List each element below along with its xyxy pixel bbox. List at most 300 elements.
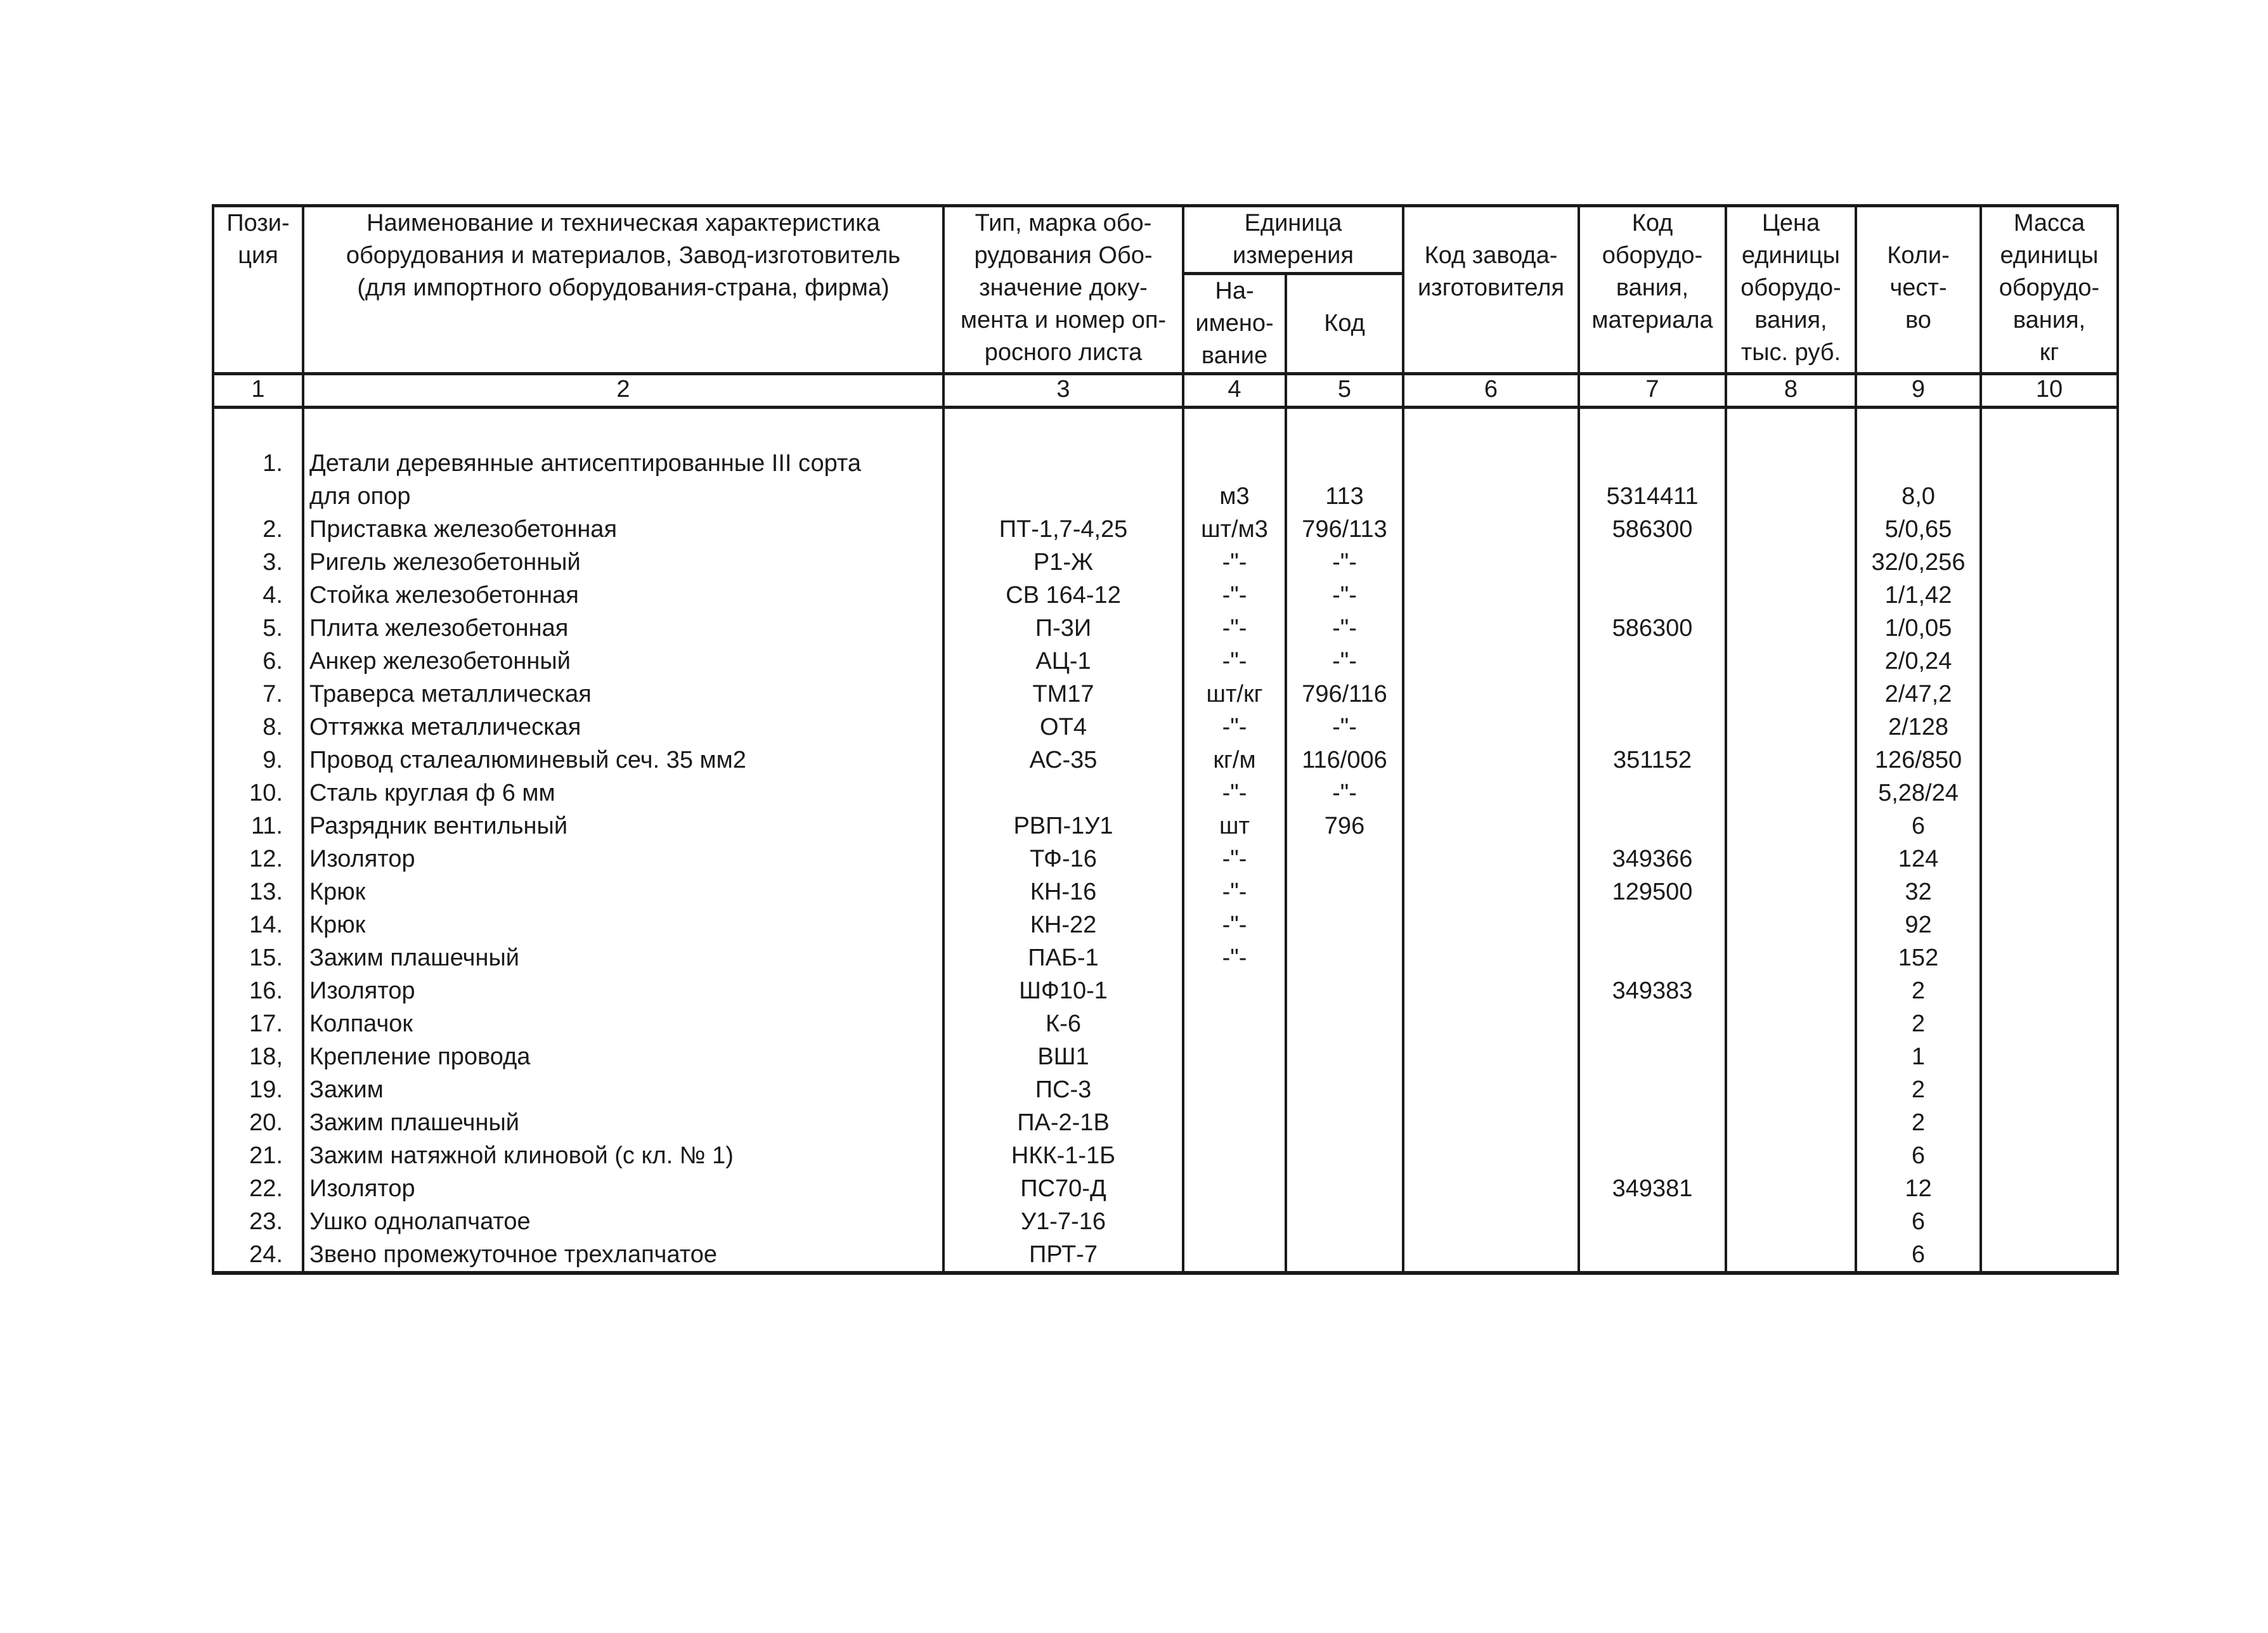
cell-unit-mass bbox=[1981, 777, 2118, 810]
cell-name: Звено промежуточное трехлапчатое bbox=[303, 1238, 943, 1273]
cell-unit-price bbox=[1726, 941, 1856, 974]
cell-plant-code bbox=[1403, 480, 1579, 513]
table-row bbox=[213, 875, 2118, 908]
cell-type: ОТ4 bbox=[943, 711, 1183, 744]
cell-quantity: 5,28/24 bbox=[1856, 777, 1981, 810]
cell-unit-name bbox=[1183, 447, 1286, 480]
cell-material-code bbox=[1579, 447, 1726, 480]
cell-type: ВШ1 bbox=[943, 1040, 1183, 1073]
cell-quantity: 2 bbox=[1856, 1073, 1981, 1106]
column-number: 8 bbox=[1726, 374, 1856, 408]
cell-quantity: 6 bbox=[1856, 1205, 1981, 1238]
cell-plant-code bbox=[1403, 875, 1579, 908]
header-position: Пози- ция bbox=[213, 206, 303, 374]
cell-unit-mass bbox=[1981, 875, 2118, 908]
cell-quantity: 8,0 bbox=[1856, 480, 1981, 513]
cell-name: Изолятор bbox=[303, 974, 943, 1007]
cell-plant-code bbox=[1403, 1106, 1579, 1139]
cell-unit-code: 116/006 bbox=[1286, 744, 1403, 777]
cell-name: Крюк bbox=[303, 908, 943, 941]
cell-name: Плита железобетонная bbox=[303, 612, 943, 645]
cell-type: РВП-1У1 bbox=[943, 810, 1183, 842]
cell-position: 15. bbox=[213, 941, 303, 974]
cell-name: Изолятор bbox=[303, 842, 943, 875]
cell-unit-price bbox=[1726, 546, 1856, 579]
column-number: 5 bbox=[1286, 374, 1403, 408]
cell-unit-code bbox=[1286, 447, 1403, 480]
cell-type: ТФ-16 bbox=[943, 842, 1183, 875]
cell-quantity: 5/0,65 bbox=[1856, 513, 1981, 546]
cell-unit-name: шт/м3 bbox=[1183, 513, 1286, 546]
cell-unit-mass bbox=[1981, 579, 2118, 612]
cell-type: ПТ-1,7-4,25 bbox=[943, 513, 1183, 546]
cell-quantity: 2/0,24 bbox=[1856, 645, 1981, 678]
header-type: Тип, марка обо- рудования Обо- значение доку- мента и номер оп- росного листа bbox=[943, 206, 1183, 374]
cell-plant-code bbox=[1403, 711, 1579, 744]
cell-position: 11. bbox=[213, 810, 303, 842]
cell-unit-price bbox=[1726, 1106, 1856, 1139]
cell-type: ПАБ-1 bbox=[943, 941, 1183, 974]
cell-unit-price bbox=[1726, 1139, 1856, 1172]
spacer-row bbox=[213, 408, 2118, 448]
table-row bbox=[213, 908, 2118, 941]
cell-unit-code: -"- bbox=[1286, 645, 1403, 678]
cell-material-code: 129500 bbox=[1579, 875, 1726, 908]
cell-unit-price bbox=[1726, 612, 1856, 645]
cell-material-code bbox=[1579, 546, 1726, 579]
cell-quantity: 6 bbox=[1856, 1139, 1981, 1172]
column-number: 9 bbox=[1856, 374, 1981, 408]
cell-position: 14. bbox=[213, 908, 303, 941]
cell-unit-mass bbox=[1981, 842, 2118, 875]
cell-name: Зажим bbox=[303, 1073, 943, 1106]
cell-position: 6. bbox=[213, 645, 303, 678]
cell-unit-price bbox=[1726, 777, 1856, 810]
cell-unit-code: -"- bbox=[1286, 546, 1403, 579]
cell-unit-name: -"- bbox=[1183, 842, 1286, 875]
cell-plant-code bbox=[1403, 546, 1579, 579]
header-material-code: Код оборудо- вания, материала bbox=[1579, 206, 1726, 374]
cell-unit-name bbox=[1183, 1238, 1286, 1273]
table-row bbox=[213, 1106, 2118, 1139]
table-row bbox=[213, 579, 2118, 612]
cell-unit-code: -"- bbox=[1286, 579, 1403, 612]
cell-quantity: 1 bbox=[1856, 1040, 1981, 1073]
cell-type: К-6 bbox=[943, 1007, 1183, 1040]
cell-material-code bbox=[1579, 1106, 1726, 1139]
cell-unit-code bbox=[1286, 1172, 1403, 1205]
cell-unit-code bbox=[1286, 1139, 1403, 1172]
cell-position: 22. bbox=[213, 1172, 303, 1205]
column-number-row bbox=[213, 374, 2118, 408]
cell-unit-price bbox=[1726, 1205, 1856, 1238]
cell-unit-mass bbox=[1981, 1106, 2118, 1139]
cell-quantity: 92 bbox=[1856, 908, 1981, 941]
cell-name: Приставка железобетонная bbox=[303, 513, 943, 546]
cell-position: 24. bbox=[213, 1238, 303, 1273]
cell-type: ПС-3 bbox=[943, 1073, 1183, 1106]
cell-material-code bbox=[1579, 777, 1726, 810]
cell-unit-name: м3 bbox=[1183, 480, 1286, 513]
cell-type: ПА-2-1В bbox=[943, 1106, 1183, 1139]
cell-material-code bbox=[1579, 1040, 1726, 1073]
cell-unit-code: -"- bbox=[1286, 777, 1403, 810]
cell-unit-price bbox=[1726, 579, 1856, 612]
cell-unit-price bbox=[1726, 1007, 1856, 1040]
cell-plant-code bbox=[1403, 645, 1579, 678]
cell-type bbox=[943, 447, 1183, 480]
cell-unit-price bbox=[1726, 908, 1856, 941]
column-number: 1 bbox=[213, 374, 303, 408]
cell-plant-code bbox=[1403, 1040, 1579, 1073]
column-number: 7 bbox=[1579, 374, 1726, 408]
cell-unit-code bbox=[1286, 1106, 1403, 1139]
cell-unit-mass bbox=[1981, 546, 2118, 579]
cell-position: 9. bbox=[213, 744, 303, 777]
cell-unit-code bbox=[1286, 842, 1403, 875]
cell-unit-code bbox=[1286, 1007, 1403, 1040]
cell-unit-name: шт bbox=[1183, 810, 1286, 842]
table-row bbox=[213, 447, 2118, 480]
cell-unit-price bbox=[1726, 1172, 1856, 1205]
cell-quantity: 6 bbox=[1856, 810, 1981, 842]
table-header bbox=[213, 206, 2118, 374]
cell-quantity: 6 bbox=[1856, 1238, 1981, 1273]
cell-position: 18, bbox=[213, 1040, 303, 1073]
cell-quantity: 2 bbox=[1856, 974, 1981, 1007]
cell-type: П-3И bbox=[943, 612, 1183, 645]
cell-name: Детали деревянные антисептированные III сорта bbox=[303, 447, 943, 480]
cell-unit-mass bbox=[1981, 612, 2118, 645]
cell-material-code bbox=[1579, 1205, 1726, 1238]
cell-name: Изолятор bbox=[303, 1172, 943, 1205]
cell-unit-code bbox=[1286, 1040, 1403, 1073]
table-row bbox=[213, 546, 2118, 579]
cell-position: 8. bbox=[213, 711, 303, 744]
equipment-specification-table bbox=[212, 204, 2119, 1275]
table-row bbox=[213, 1139, 2118, 1172]
cell-unit-name: -"- bbox=[1183, 579, 1286, 612]
cell-unit-name bbox=[1183, 1205, 1286, 1238]
cell-material-code bbox=[1579, 678, 1726, 711]
cell-plant-code bbox=[1403, 1139, 1579, 1172]
table-row bbox=[213, 480, 2118, 513]
cell-name: Стойка железобетонная bbox=[303, 579, 943, 612]
cell-material-code bbox=[1579, 908, 1726, 941]
cell-unit-code: 796/113 bbox=[1286, 513, 1403, 546]
cell-material-code bbox=[1579, 711, 1726, 744]
cell-unit-price bbox=[1726, 1073, 1856, 1106]
cell-unit-name bbox=[1183, 1139, 1286, 1172]
cell-material-code: 351152 bbox=[1579, 744, 1726, 777]
cell-plant-code bbox=[1403, 941, 1579, 974]
cell-unit-mass bbox=[1981, 1172, 2118, 1205]
cell-unit-price bbox=[1726, 447, 1856, 480]
cell-type: Р1-Ж bbox=[943, 546, 1183, 579]
table-row bbox=[213, 1073, 2118, 1106]
cell-name: Зажим плашечный bbox=[303, 1106, 943, 1139]
table-row bbox=[213, 645, 2118, 678]
cell-unit-mass bbox=[1981, 711, 2118, 744]
cell-position: 13. bbox=[213, 875, 303, 908]
cell-unit-name: кг/м bbox=[1183, 744, 1286, 777]
header-name: Наименование и техническая характеристика оборудования и материалов, Завод-изготовитель (для импортного оборудования-страна, фирма) bbox=[303, 206, 943, 374]
cell-type bbox=[943, 480, 1183, 513]
table-row bbox=[213, 513, 2118, 546]
header-unit-group: Единица измерения bbox=[1183, 206, 1403, 274]
cell-unit-mass bbox=[1981, 1007, 2118, 1040]
cell-name: Сталь круглая ф 6 мм bbox=[303, 777, 943, 810]
cell-name: Крюк bbox=[303, 875, 943, 908]
cell-unit-mass bbox=[1981, 1073, 2118, 1106]
cell-quantity: 1/0,05 bbox=[1856, 612, 1981, 645]
cell-material-code bbox=[1579, 1139, 1726, 1172]
cell-type: АС-35 bbox=[943, 744, 1183, 777]
cell-name: Траверса металлическая bbox=[303, 678, 943, 711]
cell-quantity: 152 bbox=[1856, 941, 1981, 974]
table-row bbox=[213, 612, 2118, 645]
cell-unit-name: -"- bbox=[1183, 546, 1286, 579]
cell-position: 4. bbox=[213, 579, 303, 612]
cell-position: 23. bbox=[213, 1205, 303, 1238]
column-number: 4 bbox=[1183, 374, 1286, 408]
table-row bbox=[213, 777, 2118, 810]
cell-unit-mass bbox=[1981, 1205, 2118, 1238]
cell-unit-name bbox=[1183, 1073, 1286, 1106]
cell-unit-price bbox=[1726, 974, 1856, 1007]
cell-unit-price bbox=[1726, 513, 1856, 546]
cell-position: 20. bbox=[213, 1106, 303, 1139]
cell-material-code: 349383 bbox=[1579, 974, 1726, 1007]
cell-unit-code: -"- bbox=[1286, 711, 1403, 744]
cell-type: У1-7-16 bbox=[943, 1205, 1183, 1238]
table-row bbox=[213, 711, 2118, 744]
cell-position: 10. bbox=[213, 777, 303, 810]
cell-unit-price bbox=[1726, 810, 1856, 842]
table-row bbox=[213, 1205, 2118, 1238]
cell-plant-code bbox=[1403, 908, 1579, 941]
cell-material-code: 5314411 bbox=[1579, 480, 1726, 513]
cell-position: 3. bbox=[213, 546, 303, 579]
cell-unit-mass bbox=[1981, 447, 2118, 480]
cell-material-code: 586300 bbox=[1579, 513, 1726, 546]
cell-plant-code bbox=[1403, 447, 1579, 480]
cell-unit-code bbox=[1286, 974, 1403, 1007]
cell-material-code: 349381 bbox=[1579, 1172, 1726, 1205]
cell-type: КН-22 bbox=[943, 908, 1183, 941]
cell-name: для опор bbox=[303, 480, 943, 513]
cell-position: 12. bbox=[213, 842, 303, 875]
cell-plant-code bbox=[1403, 744, 1579, 777]
cell-position: 5. bbox=[213, 612, 303, 645]
cell-unit-price bbox=[1726, 645, 1856, 678]
cell-unit-mass bbox=[1981, 480, 2118, 513]
cell-type: АЦ-1 bbox=[943, 645, 1183, 678]
column-number: 2 bbox=[303, 374, 943, 408]
cell-unit-mass bbox=[1981, 1040, 2118, 1073]
cell-unit-name bbox=[1183, 974, 1286, 1007]
cell-quantity: 2/47,2 bbox=[1856, 678, 1981, 711]
cell-material-code: 586300 bbox=[1579, 612, 1726, 645]
cell-quantity: 12 bbox=[1856, 1172, 1981, 1205]
cell-material-code: 349366 bbox=[1579, 842, 1726, 875]
cell-unit-name: -"- bbox=[1183, 908, 1286, 941]
cell-plant-code bbox=[1403, 1238, 1579, 1273]
cell-plant-code bbox=[1403, 1073, 1579, 1106]
cell-plant-code bbox=[1403, 974, 1579, 1007]
cell-unit-price bbox=[1726, 1040, 1856, 1073]
cell-position: 19. bbox=[213, 1073, 303, 1106]
header-unit-price: Цена единицы оборудо- вания, тыс. руб. bbox=[1726, 206, 1856, 374]
cell-unit-code bbox=[1286, 1238, 1403, 1273]
table-body bbox=[213, 408, 2118, 1274]
cell-unit-price bbox=[1726, 842, 1856, 875]
cell-position: 2. bbox=[213, 513, 303, 546]
cell-name: Анкер железобетонный bbox=[303, 645, 943, 678]
cell-unit-code bbox=[1286, 1205, 1403, 1238]
cell-type: ТМ17 bbox=[943, 678, 1183, 711]
cell-material-code bbox=[1579, 645, 1726, 678]
header-plant-code: Код завода- изготовителя bbox=[1403, 206, 1579, 374]
cell-unit-name bbox=[1183, 1106, 1286, 1139]
cell-unit-price bbox=[1726, 678, 1856, 711]
cell-quantity: 124 bbox=[1856, 842, 1981, 875]
cell-position: 7. bbox=[213, 678, 303, 711]
cell-unit-price bbox=[1726, 744, 1856, 777]
cell-quantity: 2 bbox=[1856, 1007, 1981, 1040]
cell-name: Колпачок bbox=[303, 1007, 943, 1040]
table-row bbox=[213, 842, 2118, 875]
cell-plant-code bbox=[1403, 612, 1579, 645]
column-number: 3 bbox=[943, 374, 1183, 408]
cell-quantity: 2 bbox=[1856, 1106, 1981, 1139]
cell-unit-mass bbox=[1981, 513, 2118, 546]
column-number: 6 bbox=[1403, 374, 1579, 408]
cell-quantity: 126/850 bbox=[1856, 744, 1981, 777]
cell-position: 1. bbox=[213, 447, 303, 480]
cell-name: Ригель железобетонный bbox=[303, 546, 943, 579]
cell-quantity: 32/0,256 bbox=[1856, 546, 1981, 579]
cell-type: ПС70-Д bbox=[943, 1172, 1183, 1205]
cell-unit-mass bbox=[1981, 1238, 2118, 1273]
cell-position: 17. bbox=[213, 1007, 303, 1040]
cell-material-code bbox=[1579, 1238, 1726, 1273]
cell-unit-price bbox=[1726, 711, 1856, 744]
cell-material-code bbox=[1579, 1007, 1726, 1040]
cell-type: СВ 164-12 bbox=[943, 579, 1183, 612]
cell-position bbox=[213, 480, 303, 513]
cell-unit-code: 796 bbox=[1286, 810, 1403, 842]
cell-unit-name: -"- bbox=[1183, 711, 1286, 744]
cell-unit-code bbox=[1286, 1073, 1403, 1106]
cell-quantity: 1/1,42 bbox=[1856, 579, 1981, 612]
cell-material-code bbox=[1579, 810, 1726, 842]
cell-unit-name: -"- bbox=[1183, 941, 1286, 974]
header-quantity: Коли- чест- во bbox=[1856, 206, 1981, 374]
cell-unit-code bbox=[1286, 908, 1403, 941]
header-unit-name: На- имено- вание bbox=[1183, 274, 1286, 374]
column-number: 10 bbox=[1981, 374, 2118, 408]
cell-name: Ушко однолапчатое bbox=[303, 1205, 943, 1238]
cell-material-code bbox=[1579, 579, 1726, 612]
cell-plant-code bbox=[1403, 1172, 1579, 1205]
cell-type: ШФ10-1 bbox=[943, 974, 1183, 1007]
table-row bbox=[213, 744, 2118, 777]
cell-unit-code: 796/116 bbox=[1286, 678, 1403, 711]
cell-unit-mass bbox=[1981, 1139, 2118, 1172]
cell-type bbox=[943, 777, 1183, 810]
table-row bbox=[213, 941, 2118, 974]
cell-unit-mass bbox=[1981, 974, 2118, 1007]
cell-name: Зажим плашечный bbox=[303, 941, 943, 974]
cell-plant-code bbox=[1403, 842, 1579, 875]
table-row bbox=[213, 1040, 2118, 1073]
cell-plant-code bbox=[1403, 810, 1579, 842]
cell-type: КН-16 bbox=[943, 875, 1183, 908]
table-row bbox=[213, 810, 2118, 842]
table-row bbox=[213, 1007, 2118, 1040]
cell-unit-mass bbox=[1981, 908, 2118, 941]
cell-plant-code bbox=[1403, 513, 1579, 546]
cell-unit-code: 113 bbox=[1286, 480, 1403, 513]
cell-unit-name: шт/кг bbox=[1183, 678, 1286, 711]
cell-plant-code bbox=[1403, 777, 1579, 810]
cell-unit-code: -"- bbox=[1286, 612, 1403, 645]
table-row bbox=[213, 678, 2118, 711]
cell-unit-name: -"- bbox=[1183, 777, 1286, 810]
cell-plant-code bbox=[1403, 1007, 1579, 1040]
cell-unit-price bbox=[1726, 480, 1856, 513]
cell-name: Разрядник вентильный bbox=[303, 810, 943, 842]
cell-unit-mass bbox=[1981, 810, 2118, 842]
cell-unit-mass bbox=[1981, 744, 2118, 777]
cell-unit-mass bbox=[1981, 678, 2118, 711]
cell-unit-code bbox=[1286, 875, 1403, 908]
cell-unit-name bbox=[1183, 1040, 1286, 1073]
cell-material-code bbox=[1579, 941, 1726, 974]
cell-unit-name: -"- bbox=[1183, 875, 1286, 908]
table-row bbox=[213, 1238, 2118, 1273]
cell-unit-mass bbox=[1981, 941, 2118, 974]
cell-unit-name: -"- bbox=[1183, 645, 1286, 678]
cell-plant-code bbox=[1403, 678, 1579, 711]
cell-name: Крепление провода bbox=[303, 1040, 943, 1073]
cell-unit-name: -"- bbox=[1183, 612, 1286, 645]
cell-name: Зажим натяжной клиновой (с кл. № 1) bbox=[303, 1139, 943, 1172]
cell-name: Провод сталеалюминевый сеч. 35 мм2 bbox=[303, 744, 943, 777]
cell-unit-price bbox=[1726, 1238, 1856, 1273]
cell-unit-price bbox=[1726, 875, 1856, 908]
cell-name: Оттяжка металлическая bbox=[303, 711, 943, 744]
cell-quantity bbox=[1856, 447, 1981, 480]
cell-type: НКК-1-1Б bbox=[943, 1139, 1183, 1172]
cell-type: ПРТ-7 bbox=[943, 1238, 1183, 1273]
cell-unit-name bbox=[1183, 1172, 1286, 1205]
cell-plant-code bbox=[1403, 1205, 1579, 1238]
cell-quantity: 2/128 bbox=[1856, 711, 1981, 744]
header-unit-mass: Масса единицы оборудо- вания, кг bbox=[1981, 206, 2118, 374]
cell-position: 16. bbox=[213, 974, 303, 1007]
cell-unit-name bbox=[1183, 1007, 1286, 1040]
cell-position: 21. bbox=[213, 1139, 303, 1172]
cell-unit-code bbox=[1286, 941, 1403, 974]
cell-unit-mass bbox=[1981, 645, 2118, 678]
table-row bbox=[213, 1172, 2118, 1205]
header-unit-code: Код bbox=[1286, 274, 1403, 374]
cell-quantity: 32 bbox=[1856, 875, 1981, 908]
cell-material-code bbox=[1579, 1073, 1726, 1106]
table-row bbox=[213, 974, 2118, 1007]
